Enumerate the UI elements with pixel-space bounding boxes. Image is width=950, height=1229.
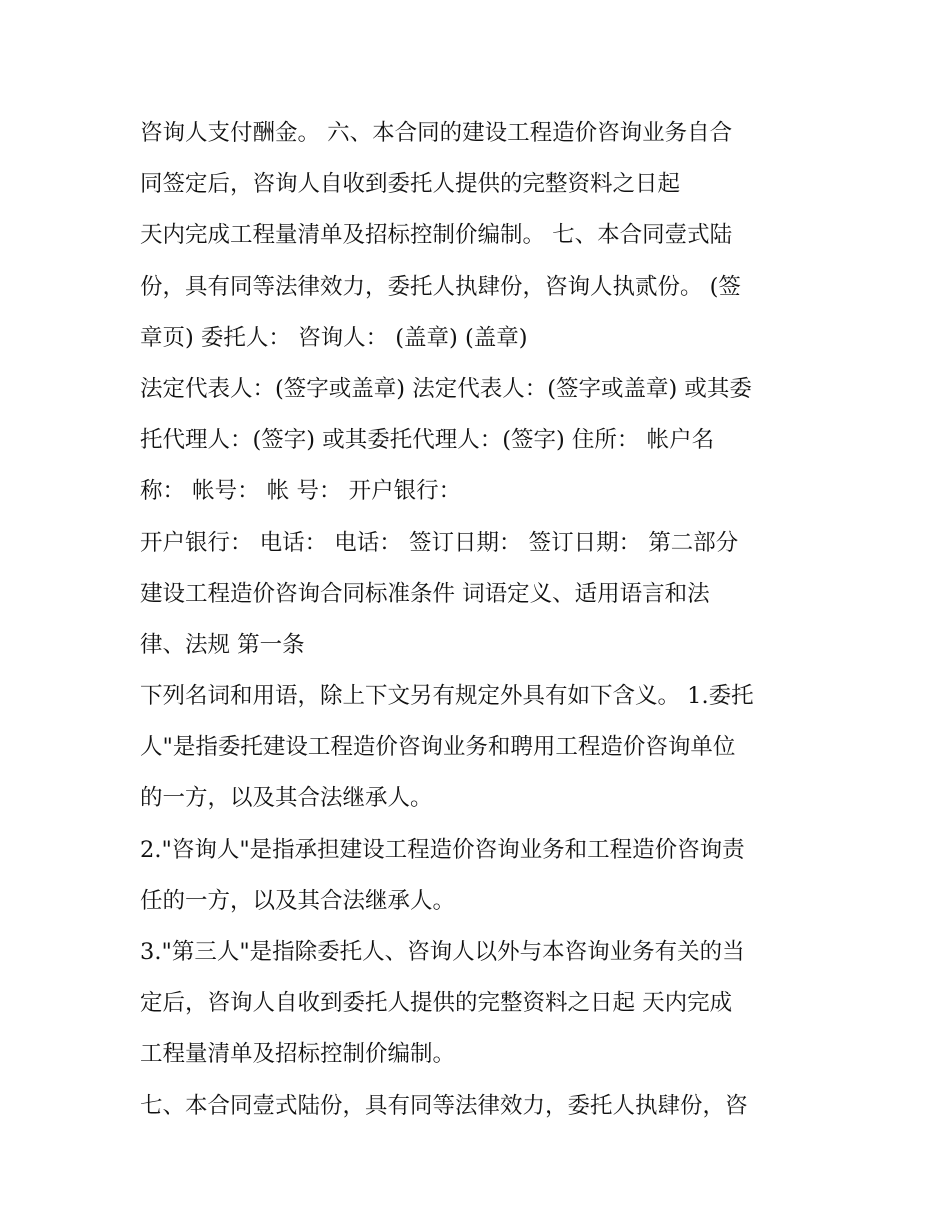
text-line: 的一方，以及其合法继承人。	[140, 785, 433, 812]
text-line: 建设工程造价咨询合同标准条件 词语定义、适用语言和法	[140, 580, 710, 607]
text-line: 称： 帐号： 帐 号： 开户银行：	[140, 478, 462, 505]
text-line: 定后，咨询人自收到委托人提供的完整资料之日起 天内完成	[140, 990, 733, 1017]
text-line: 同签定后，咨询人自收到委托人提供的完整资料之日起	[140, 171, 681, 198]
text-line: 人"是指委托建设工程造价咨询业务和聘用工程造价咨询单位	[140, 734, 736, 761]
text-line: 章页) 委托人： 咨询人： (盖章) (盖章)	[140, 324, 528, 351]
text-line: 开户银行： 电话： 电话： 签订日期： 签订日期： 第二部分	[140, 529, 739, 556]
text-line: 咨询人支付酬金。 六、本合同的建设工程造价咨询业务自合	[140, 120, 733, 146]
text-line: 2."咨询人"是指承担建设工程造价咨询业务和工程造价咨询责	[140, 836, 745, 863]
text-line: 下列名词和用语，除上下文另有规定外具有如下含义。 1.委托	[140, 683, 754, 710]
text-line: 律、法规 第一条	[140, 631, 305, 658]
text-line: 任的一方，以及其合法继承人。	[140, 887, 456, 914]
text-line: 工程量清单及招标控制价编制。	[140, 1041, 456, 1068]
text-line: 七、本合同壹式陆份，具有同等法律效力，委托人执肆份，咨	[140, 1092, 748, 1119]
text-line: 法定代表人：(签字或盖章) 法定代表人：(签字或盖章) 或其委	[140, 375, 752, 402]
text-line: 3."第三人"是指除委托人、咨询人以外与本咨询业务有关的当	[140, 939, 745, 965]
text-line: 托代理人：(签字) 或其委托代理人：(签字) 住所： 帐户名	[140, 427, 715, 454]
text-line: 份，具有同等法律效力，委托人执肆份，咨询人执贰份。 (签	[140, 273, 741, 300]
text-line: 天内完成工程量清单及招标控制价编制。 七、本合同壹式陆	[140, 222, 733, 249]
contract-body-text	[140, 108, 820, 1132]
